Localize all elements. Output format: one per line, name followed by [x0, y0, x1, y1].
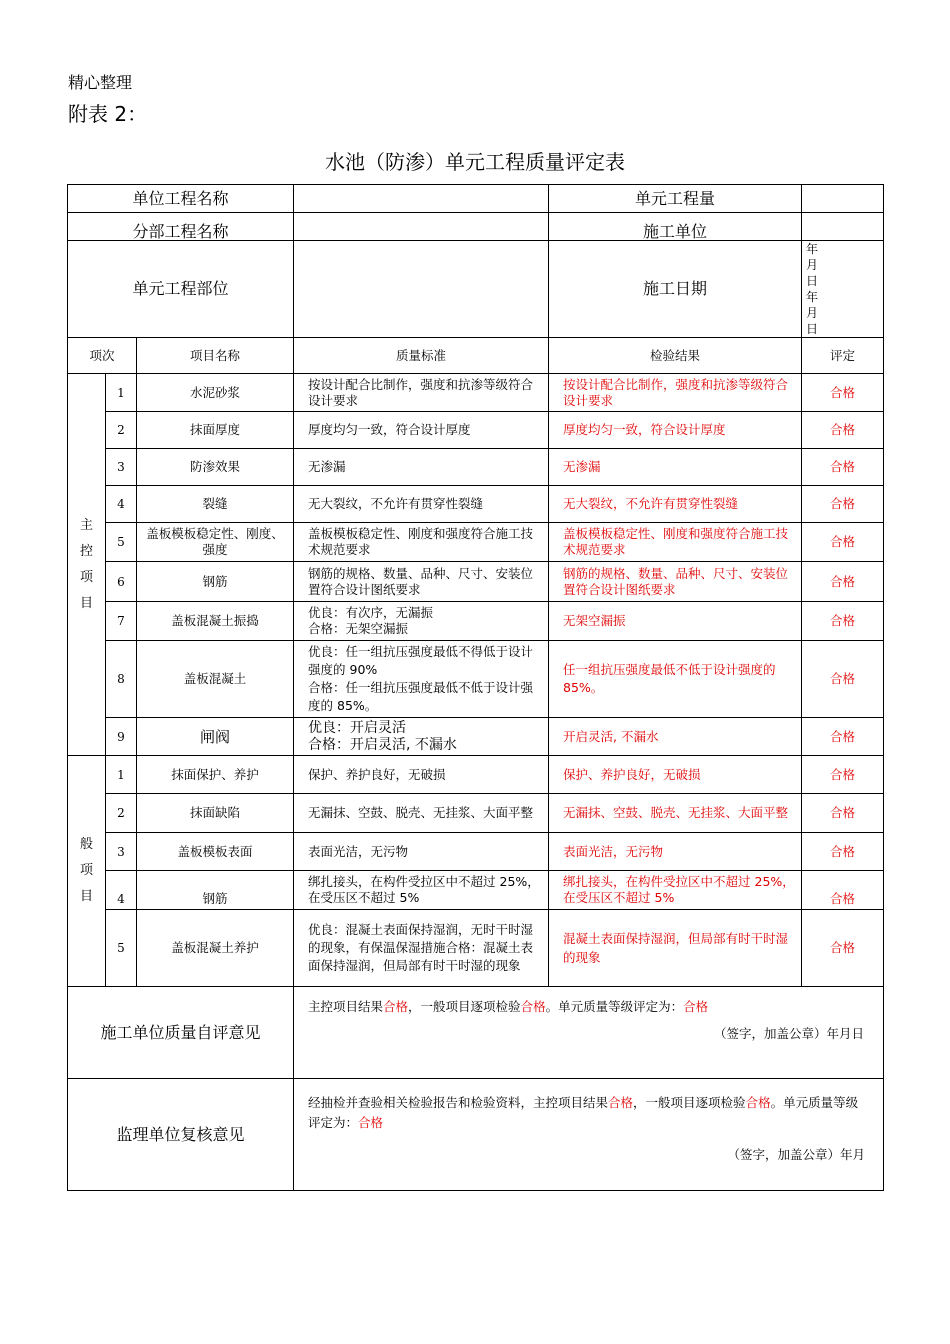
item-no: 4	[106, 486, 137, 523]
self-eval-opinion[interactable]	[294, 987, 884, 1079]
item-no: 7	[106, 602, 137, 641]
item-standard: 保护、养护良好，无破损	[294, 756, 549, 794]
item-grade[interactable]: 合格	[802, 449, 884, 486]
col-header-result: 检验结果	[549, 338, 802, 374]
construction-unit-label: 施工单位	[549, 213, 802, 241]
sub-project-name-label: 分部工程名称	[68, 213, 294, 241]
item-no: 8	[106, 641, 137, 718]
table-row	[68, 562, 884, 602]
item-standard: 厚度均匀一致，符合设计厚度	[294, 412, 549, 449]
page-title: 水池（防渗）单元工程质量评定表	[325, 150, 625, 174]
item-grade[interactable]: 合格	[802, 562, 884, 602]
item-grade[interactable]: 合格	[802, 794, 884, 833]
table-row	[68, 718, 884, 756]
item-no: 3	[106, 833, 137, 871]
item-result[interactable]: 无大裂纹，不允许有贯穿性裂缝	[549, 486, 802, 523]
item-result[interactable]: 混凝土表面保持湿润，但局部有时干时湿的现象	[549, 910, 802, 987]
item-no: 2	[106, 794, 137, 833]
item-standard	[294, 718, 549, 756]
item-name: 盖板模板稳定性、刚度、强度	[137, 523, 294, 562]
self-eval-text: 主控项目结果合格，一般项目逐项检验合格。单元质量等级评定为：合格	[308, 999, 709, 1014]
table-row	[68, 412, 884, 449]
item-standard: 绑扎接头，在构件受拉区中不超过 25%，在受压区不超过 5%	[294, 871, 549, 910]
item-name: 水泥砂浆	[137, 374, 294, 412]
info-row-1	[68, 185, 884, 213]
column-header-row	[68, 338, 884, 374]
self-eval-general-grade: 合格	[520, 999, 546, 1014]
col-header-item-name: 项目名称	[137, 338, 294, 374]
item-name: 钢筋	[137, 871, 294, 910]
item-grade[interactable]: 合格	[802, 486, 884, 523]
table-row	[68, 871, 884, 910]
item-name: 盖板混凝土养护	[137, 910, 294, 987]
table-row	[68, 486, 884, 523]
item-no: 1	[106, 756, 137, 794]
table-row	[68, 602, 884, 641]
self-eval-signature: （签字，加盖公章）年月日	[714, 1026, 865, 1041]
construction-date-value[interactable]: 年月日年月日	[802, 241, 884, 338]
item-grade[interactable]: 合格	[802, 871, 884, 910]
standard-excellent: 优良：开启灵活	[308, 719, 407, 736]
supervisor-label: 监理单位复核意见	[68, 1079, 294, 1191]
item-standard: 无漏抹、空鼓、脱壳、无挂浆、大面平整	[294, 794, 549, 833]
item-name: 钢筋	[137, 562, 294, 602]
item-name: 盖板混凝土	[137, 641, 294, 718]
item-result[interactable]: 绑扎接头，在构件受拉区中不超过 25%，在受压区不超过 5%	[549, 871, 802, 910]
info-row-3	[68, 241, 884, 338]
quality-evaluation-table	[67, 184, 884, 1191]
item-grade[interactable]: 合格	[802, 523, 884, 562]
item-grade[interactable]: 合格	[802, 718, 884, 756]
standard-pass: 合格：开启灵活, 不漏水	[308, 736, 457, 753]
table-row	[68, 374, 884, 412]
table-row	[68, 523, 884, 562]
unit-project-amount-value[interactable]	[802, 185, 884, 213]
item-grade[interactable]: 合格	[802, 833, 884, 871]
item-result[interactable]: 钢筋的规格、数量、品种、尺寸、安装位置符合设计图纸要求	[549, 562, 802, 602]
item-grade[interactable]: 合格	[802, 602, 884, 641]
item-no: 6	[106, 562, 137, 602]
construction-date-label: 施工日期	[549, 241, 802, 338]
item-no: 9	[106, 718, 137, 756]
col-header-item-no: 项次	[68, 338, 137, 374]
item-result[interactable]: 保护、养护良好，无破损	[549, 756, 802, 794]
item-name: 盖板模板表面	[137, 833, 294, 871]
self-eval-unit-grade: 合格	[683, 999, 709, 1014]
main-group-label: 主 控 项 目	[68, 374, 106, 756]
item-name: 防渗效果	[137, 449, 294, 486]
table-row	[68, 833, 884, 871]
item-result[interactable]: 无架空漏振	[549, 602, 802, 641]
table-row	[68, 641, 884, 718]
item-name: 抹面厚度	[137, 412, 294, 449]
item-name: 裂缝	[137, 486, 294, 523]
standard-excellent: 优良：任一组抗压强度最低不得低于设计强度的 90%	[308, 644, 534, 677]
item-standard: 表面光洁，无污物	[294, 833, 549, 871]
item-grade[interactable]: 合格	[802, 910, 884, 987]
item-standard: 无渗漏	[294, 449, 549, 486]
appendix-label: 附表 2：	[68, 102, 148, 126]
standard-pass: 合格：无架空漏振	[308, 621, 409, 636]
item-name: 抹面缺陷	[137, 794, 294, 833]
supervisor-unit-grade: 合格	[358, 1115, 384, 1130]
supervisor-opinion[interactable]	[294, 1079, 884, 1191]
item-standard	[294, 602, 549, 641]
construction-unit-value[interactable]	[802, 213, 884, 241]
item-name: 闸阀	[137, 718, 294, 756]
supervisor-row	[68, 1079, 884, 1191]
self-eval-row	[68, 987, 884, 1079]
item-result[interactable]: 盖板模板稳定性、刚度和强度符合施工技术规范要求	[549, 523, 802, 562]
general-group-label: 般 项 目	[68, 756, 106, 987]
watermark-text: 精心整理	[68, 73, 133, 92]
self-eval-main-grade: 合格	[383, 999, 409, 1014]
standard-excellent: 优良：有次序，无漏振	[308, 605, 434, 620]
item-result[interactable]: 无漏抹、空鼓、脱壳、无挂浆、大面平整	[549, 794, 802, 833]
item-no: 1	[106, 374, 137, 412]
info-row-2	[68, 213, 884, 241]
item-grade[interactable]: 合格	[802, 756, 884, 794]
table-row	[68, 449, 884, 486]
standard-pass: 合格：任一组抗压强度最低不低于设计强度的 85%。	[308, 680, 534, 713]
item-no: 5	[106, 523, 137, 562]
unit-project-name-value[interactable]	[294, 185, 549, 213]
supervisor-general-grade: 合格	[745, 1095, 771, 1110]
item-standard: 无大裂纹，不允许有贯穿性裂缝	[294, 486, 549, 523]
unit-project-part-label: 单元工程部位	[68, 241, 294, 338]
item-result[interactable]: 任一组抗压强度最低不低于设计强度的 85%。	[549, 641, 802, 718]
item-name: 抹面保护、养护	[137, 756, 294, 794]
table-row	[68, 794, 884, 833]
item-no: 2	[106, 412, 137, 449]
sub-project-name-value[interactable]	[294, 213, 549, 241]
item-result[interactable]: 无渗漏	[549, 449, 802, 486]
item-standard: 优良：混凝土表面保持湿润，无时干时湿的现象，有保温保湿措施合格：混凝土表面保持湿润，但局部有时干时湿的现象	[294, 910, 549, 987]
item-result[interactable]: 开启灵活, 不漏水	[549, 718, 802, 756]
item-standard: 钢筋的规格、数量、品种、尺寸、安装位置符合设计图纸要求	[294, 562, 549, 602]
item-result[interactable]: 表面光洁，无污物	[549, 833, 802, 871]
item-result[interactable]: 按设计配合比制作，强度和抗渗等级符合设计要求	[549, 374, 802, 412]
item-grade[interactable]: 合格	[802, 374, 884, 412]
item-standard: 按设计配合比制作，强度和抗渗等级符合设计要求	[294, 374, 549, 412]
unit-project-part-value[interactable]	[294, 241, 549, 338]
table-row	[68, 756, 884, 794]
item-result[interactable]: 厚度均匀一致，符合设计厚度	[549, 412, 802, 449]
item-standard	[294, 641, 549, 718]
item-grade[interactable]: 合格	[802, 641, 884, 718]
item-no: 4	[106, 871, 137, 910]
table-row	[68, 910, 884, 987]
item-no: 3	[106, 449, 137, 486]
col-header-grade: 评定	[802, 338, 884, 374]
self-eval-label: 施工单位质量自评意见	[68, 987, 294, 1079]
unit-project-name-label: 单位工程名称	[68, 185, 294, 213]
item-name: 盖板混凝土振捣	[137, 602, 294, 641]
supervisor-main-grade: 合格	[608, 1095, 634, 1110]
unit-project-amount-label: 单元工程量	[549, 185, 802, 213]
col-header-standard: 质量标准	[294, 338, 549, 374]
item-grade[interactable]: 合格	[802, 412, 884, 449]
item-standard: 盖板模板稳定性、刚度和强度符合施工技术规范要求	[294, 523, 549, 562]
supervisor-signature: （签字，加盖公章）年月	[727, 1147, 866, 1162]
item-no: 5	[106, 910, 137, 987]
supervisor-text: 经抽检并查验相关检验报告和检验资料，主控项目结果合格，一般项目逐项检验合格。单元质量等级评定为：合格	[308, 1095, 859, 1130]
